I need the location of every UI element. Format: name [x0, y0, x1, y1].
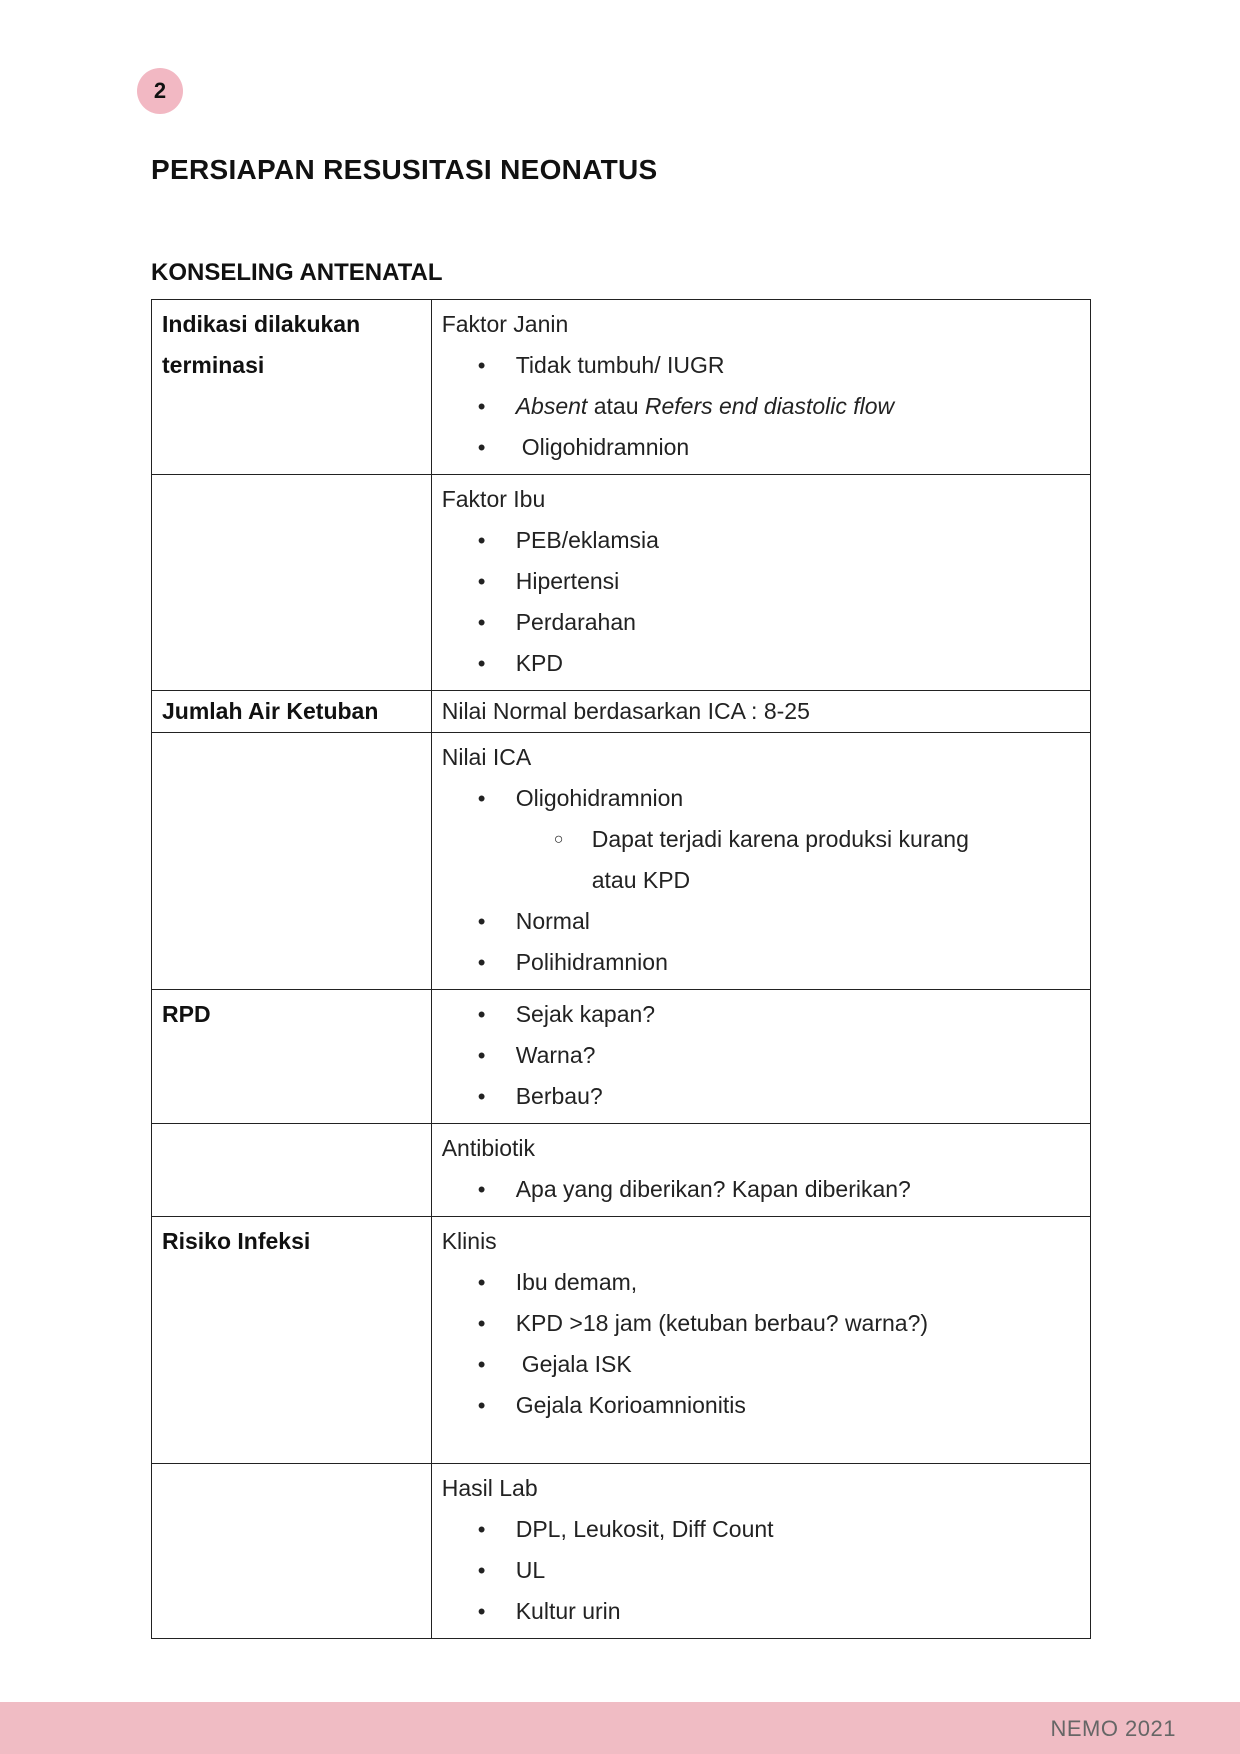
list-item: • Berbau?	[442, 1076, 1080, 1117]
connector-text: atau	[587, 393, 645, 419]
list-item	[442, 386, 1080, 427]
page-number: 2	[153, 78, 167, 103]
row-heading: Faktor Ibu	[441, 486, 546, 512]
row-heading: Hasil Lab	[441, 1475, 538, 1501]
bullet-list	[442, 520, 1080, 684]
list-item: • Gejala ISK	[442, 1344, 1080, 1385]
italic-term: Absent	[515, 393, 588, 419]
document-title: PERSIAPAN RESUSITASI NEONATUS	[151, 154, 658, 185]
row-heading: Klinis	[441, 1228, 497, 1254]
list-item: • Perdarahan	[442, 602, 1080, 643]
table-row	[152, 300, 1091, 475]
list-item: • UL	[442, 1550, 1080, 1591]
row-label	[152, 1124, 432, 1217]
list-item: • Hipertensi	[442, 561, 1080, 602]
row-heading: Nilai Normal berdasarkan ICA : 8-25	[441, 698, 810, 724]
list-item: • Sejak kapan?	[442, 994, 1080, 1035]
row-content	[431, 300, 1090, 475]
list-item: • Ibu demam,	[442, 1262, 1080, 1303]
list-item: • DPL, Leukosit, Diff Count	[442, 1509, 1080, 1550]
list-item: • Polihidramnion	[442, 942, 1080, 983]
sub-list	[516, 819, 1080, 901]
row-label: Jumlah Air Ketuban	[152, 691, 432, 733]
row-heading: Antibiotik	[441, 1135, 536, 1161]
table-row	[152, 1124, 1091, 1217]
list-item: • Tidak tumbuh/ IUGR	[442, 345, 1080, 386]
page-number-badge	[137, 68, 183, 114]
list-item: • Warna?	[442, 1035, 1080, 1076]
footer-text: NEMO 2021	[1050, 1716, 1176, 1741]
antenatal-counseling-table	[151, 299, 1091, 1639]
row-content	[431, 1124, 1090, 1217]
row-label	[152, 475, 432, 691]
list-item: • Gejala Korioamnionitis	[442, 1385, 1080, 1426]
list-item: • Kultur urin	[442, 1591, 1080, 1632]
bullet-list	[442, 778, 1080, 983]
row-label: Indikasi dilakukan terminasi	[152, 300, 432, 475]
table-row	[152, 733, 1091, 990]
italic-term: Refers end diastolic flow	[644, 393, 895, 419]
row-label	[152, 1464, 432, 1639]
row-label: Risiko Infeksi	[152, 1217, 432, 1464]
table-row	[152, 1217, 1091, 1464]
row-heading: Nilai ICA	[441, 744, 532, 770]
bullet-list	[442, 994, 1080, 1117]
row-label: RPD	[152, 990, 432, 1124]
row-content	[431, 691, 1090, 733]
list-item: • Normal	[442, 901, 1080, 942]
table-row	[152, 990, 1091, 1124]
section-title: KONSELING ANTENATAL	[151, 259, 443, 286]
table-row	[152, 1464, 1091, 1639]
list-item-text: Oligohidramnion	[515, 785, 684, 811]
list-item	[442, 778, 1080, 901]
bullet-list	[442, 1169, 1080, 1210]
list-item: • KPD	[442, 643, 1080, 684]
list-item: • Oligohidramnion	[442, 427, 1080, 468]
table-row	[152, 475, 1091, 691]
row-content	[431, 475, 1090, 691]
row-content	[431, 990, 1090, 1124]
row-content	[431, 1464, 1090, 1639]
row-label	[152, 733, 432, 990]
row-content	[431, 733, 1090, 990]
bullet-list	[442, 1509, 1080, 1632]
row-content	[431, 1217, 1090, 1464]
sub-list-item: ○ Dapat terjadi karena produksi kurang atau KPD	[516, 819, 1016, 901]
list-item: • PEB/eklamsia	[442, 520, 1080, 561]
list-item: • KPD >18 jam (ketuban berbau? warna?)	[442, 1303, 1080, 1344]
bullet-list	[442, 345, 1080, 468]
list-item: • Apa yang diberikan? Kapan diberikan?	[442, 1169, 1080, 1210]
bullet-list	[442, 1262, 1080, 1426]
table-row	[152, 691, 1091, 733]
footer-band	[0, 1702, 1240, 1754]
row-heading: Faktor Janin	[441, 311, 569, 337]
